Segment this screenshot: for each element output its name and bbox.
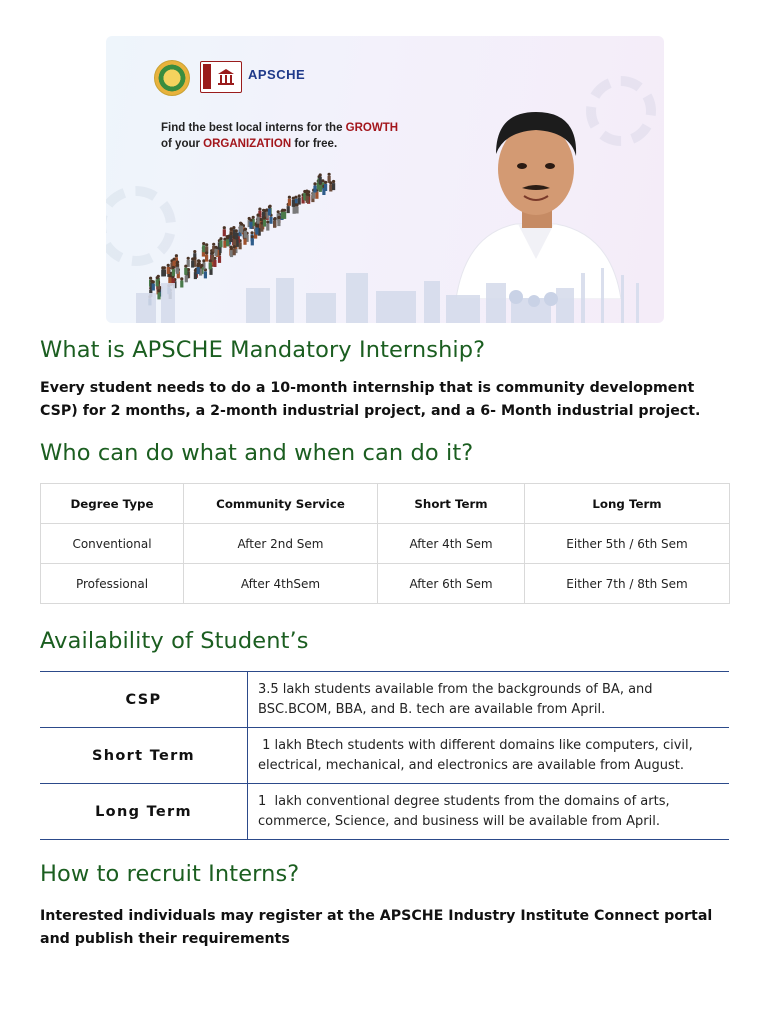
- table-row: [41, 524, 730, 564]
- table-cell: Professional: [41, 564, 184, 604]
- table-cell: Either 5th / 6th Sem: [525, 524, 730, 564]
- column-header: Degree Type: [41, 484, 184, 524]
- row-label: Long Term: [40, 784, 248, 840]
- table-row: [41, 564, 730, 604]
- table-row: [40, 784, 729, 840]
- section-heading-how-to-recruit: How to recruit Interns?: [40, 861, 300, 887]
- banner-tagline: Find the best local interns for the GROWTH of your ORGANIZATION for free.: [161, 122, 399, 150]
- table-header-row: [41, 484, 730, 524]
- availability-table: [40, 671, 729, 840]
- section-heading-availability: Availability of Student’s: [40, 628, 309, 654]
- row-label: Short Term: [40, 728, 248, 784]
- table-cell: Either 7th / 8th Sem: [525, 564, 730, 604]
- row-description: 1 lakh Btech students with different domains like computers, civil, electrical, mechanical, and electronics are available from August.: [248, 728, 730, 784]
- brand-name: APSCHE: [248, 67, 306, 82]
- column-header: Long Term: [525, 484, 730, 524]
- internship-description: Every student needs to do a 10-month internship that is community development CSP) for 2 months, a 2-month industrial project, and a 6- Month industrial project.: [40, 380, 701, 419]
- row-description: 3.5 lakh students available from the backgrounds of BA, and BSC.BCOM, BBA, and B. tech are available from April.: [248, 672, 730, 728]
- table-cell: Conventional: [41, 524, 184, 564]
- table-row: [40, 728, 729, 784]
- apsche-logo: [200, 61, 242, 93]
- section-heading-what-is: What is APSCHE Mandatory Internship?: [40, 337, 486, 363]
- hero-banner: [106, 36, 664, 323]
- row-label: CSP: [40, 672, 248, 728]
- table-cell: After 4thSem: [184, 564, 378, 604]
- table-cell: After 2nd Sem: [184, 524, 378, 564]
- table-cell: After 4th Sem: [378, 524, 525, 564]
- table-cell: After 6th Sem: [378, 564, 525, 604]
- table-row: [40, 672, 729, 728]
- state-emblem-logo: [154, 60, 190, 96]
- column-header: Short Term: [378, 484, 525, 524]
- recruit-description: Interested individuals may register at the APSCHE Industry Institute Connect portal and publish their requirements: [40, 908, 713, 947]
- column-header: Community Service: [184, 484, 378, 524]
- section-heading-who-can-do: Who can do what and when can do it?: [40, 440, 474, 466]
- row-description: 1 lakh conventional degree students from the domains of arts, commerce, Science, and business will be available from April.: [248, 784, 730, 840]
- city-skyline-illustration: [106, 253, 664, 323]
- schedule-table: [40, 483, 730, 604]
